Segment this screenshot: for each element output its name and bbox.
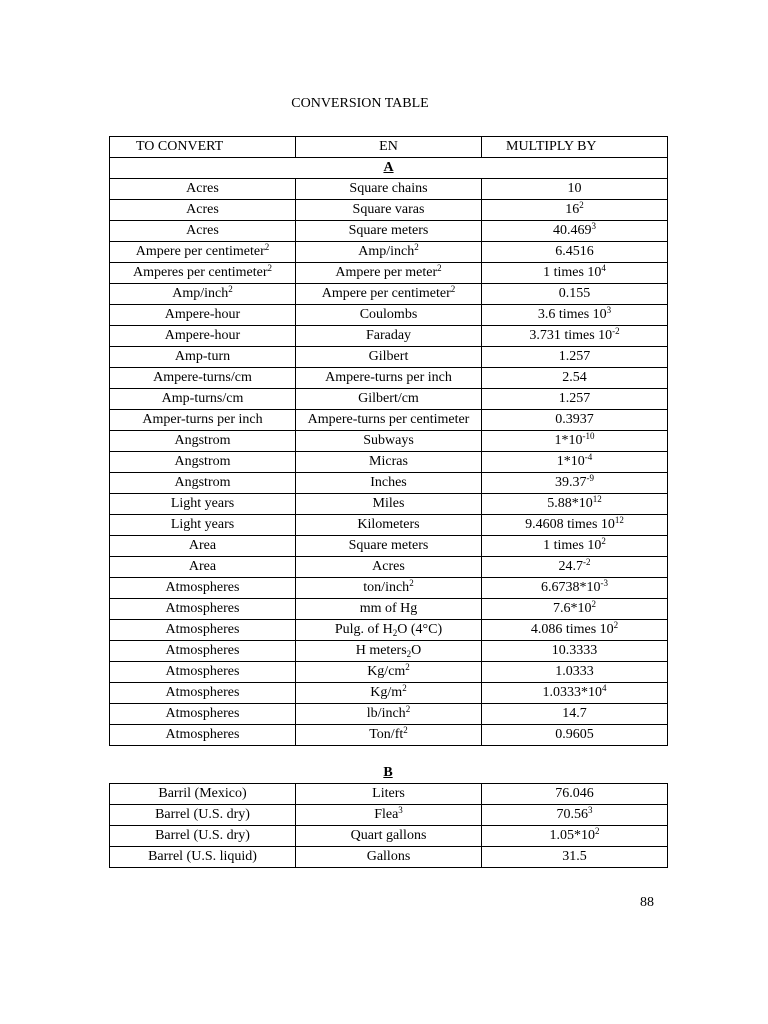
table-row bbox=[110, 305, 668, 326]
cell-to: Coulombs bbox=[296, 305, 482, 326]
cell-from: Amp-turns/cm bbox=[110, 389, 296, 410]
cell-factor: 1.257 bbox=[482, 389, 668, 410]
cell-to: Liters bbox=[296, 784, 482, 805]
table-row bbox=[110, 389, 668, 410]
cell-to: Square meters bbox=[296, 536, 482, 557]
cell-factor: 0.9605 bbox=[482, 725, 668, 746]
cell-to: Ampere-turns per inch bbox=[296, 368, 482, 389]
cell-from: Area bbox=[110, 536, 296, 557]
table-row bbox=[110, 410, 668, 431]
cell-from: Atmospheres bbox=[110, 662, 296, 683]
cell-factor: 2.54 bbox=[482, 368, 668, 389]
cell-to: Gilbert/cm bbox=[296, 389, 482, 410]
table-row bbox=[110, 431, 668, 452]
table-row bbox=[110, 704, 668, 725]
cell-from: Atmospheres bbox=[110, 683, 296, 704]
table-row bbox=[110, 536, 668, 557]
cell-factor: 14.7 bbox=[482, 704, 668, 725]
cell-factor: $5.88*10^{12}$ bbox=[482, 494, 668, 515]
header-to-convert: TO CONVERT bbox=[110, 137, 296, 158]
cell-from: Ampere per centimeter$^2$ bbox=[110, 242, 296, 263]
cell-to: ton/inch$^2$ bbox=[296, 578, 482, 599]
cell-factor: 10.3333 bbox=[482, 641, 668, 662]
cell-to: Ampere per centimeter$^2$ bbox=[296, 284, 482, 305]
table-row bbox=[110, 557, 668, 578]
cell-from: Atmospheres bbox=[110, 704, 296, 725]
cell-to: Ampere per meter$^2$ bbox=[296, 263, 482, 284]
cell-to: Gilbert bbox=[296, 347, 482, 368]
cell-to: mm of Hg bbox=[296, 599, 482, 620]
cell-from: Acres bbox=[110, 179, 296, 200]
cell-from: Light years bbox=[110, 494, 296, 515]
table-row bbox=[110, 784, 668, 805]
cell-factor: $24.7^{-2}$ bbox=[482, 557, 668, 578]
cell-from: Acres bbox=[110, 200, 296, 221]
cell-to: Micras bbox=[296, 452, 482, 473]
cell-to: Square varas bbox=[296, 200, 482, 221]
section-a-row bbox=[110, 158, 668, 179]
cell-to: Square meters bbox=[296, 221, 482, 242]
table-row bbox=[110, 368, 668, 389]
cell-to: $Kg/m^2$ bbox=[296, 683, 482, 704]
table-row bbox=[110, 221, 668, 242]
cell-factor: $39.37^{-9}$ bbox=[482, 473, 668, 494]
cell-from: Amp/inch$^2$ bbox=[110, 284, 296, 305]
table-row bbox=[110, 179, 668, 200]
cell-to: Ton/$ft^2$ bbox=[296, 725, 482, 746]
table-row bbox=[110, 347, 668, 368]
cell-factor: $16^2$ bbox=[482, 200, 668, 221]
cell-from: Area bbox=[110, 557, 296, 578]
cell-factor: 4.086 times $10^2$ bbox=[482, 620, 668, 641]
table-row bbox=[110, 641, 668, 662]
table-row bbox=[110, 578, 668, 599]
table-row bbox=[110, 826, 668, 847]
cell-to: Square chains bbox=[296, 179, 482, 200]
header-multiply-by: MULTIPLY BY bbox=[482, 137, 668, 158]
table-row bbox=[110, 662, 668, 683]
cell-to: Gallons bbox=[296, 847, 482, 868]
cell-to: Miles bbox=[296, 494, 482, 515]
cell-to: Inches bbox=[296, 473, 482, 494]
page-title: CONVERSION TABLE bbox=[291, 96, 429, 111]
conversion-table-b bbox=[109, 783, 668, 868]
cell-to: Faraday bbox=[296, 326, 482, 347]
cell-from: Atmospheres bbox=[110, 599, 296, 620]
cell-factor: 1.257 bbox=[482, 347, 668, 368]
cell-to: $Kg/cm^2$ bbox=[296, 662, 482, 683]
cell-factor: 76.046 bbox=[482, 784, 668, 805]
cell-from: Atmospheres bbox=[110, 641, 296, 662]
page-number: 88 bbox=[640, 895, 654, 910]
cell-from: Angstrom bbox=[110, 452, 296, 473]
table-row bbox=[110, 683, 668, 704]
table-row bbox=[110, 494, 668, 515]
cell-from: Ampere-turns/cm bbox=[110, 368, 296, 389]
table-row bbox=[110, 452, 668, 473]
table-row bbox=[110, 284, 668, 305]
cell-to: Subways bbox=[296, 431, 482, 452]
cell-from: Barrel (U.S. dry) bbox=[110, 826, 296, 847]
cell-from: Barril (Mexico) bbox=[110, 784, 296, 805]
table-row bbox=[110, 725, 668, 746]
section-b-label: B bbox=[383, 765, 393, 780]
conversion-table-a bbox=[109, 136, 668, 746]
cell-factor: 1.0333 bbox=[482, 662, 668, 683]
cell-factor: 1 times $10^4$ bbox=[482, 263, 668, 284]
table-row bbox=[110, 242, 668, 263]
cell-factor: $1*10^{-4}$ bbox=[482, 452, 668, 473]
cell-from: Ampere-hour bbox=[110, 326, 296, 347]
cell-factor: 3.6 times $10^3$ bbox=[482, 305, 668, 326]
cell-to: Flea$^3$ bbox=[296, 805, 482, 826]
cell-from: Amperes per centimeter$^2$ bbox=[110, 263, 296, 284]
table-row bbox=[110, 847, 668, 868]
table-row bbox=[110, 515, 668, 536]
cell-from: Barrel (U.S. dry) bbox=[110, 805, 296, 826]
cell-factor: 0.155 bbox=[482, 284, 668, 305]
cell-factor: $1.05*10^2$ bbox=[482, 826, 668, 847]
cell-to: H meters$_2$O bbox=[296, 641, 482, 662]
cell-factor: 10 bbox=[482, 179, 668, 200]
cell-factor: $1.0333*10^4$ bbox=[482, 683, 668, 704]
cell-factor: 70.56$^3$ bbox=[482, 805, 668, 826]
cell-factor: 31.5 bbox=[482, 847, 668, 868]
cell-factor: 40.469$^3$ bbox=[482, 221, 668, 242]
cell-to: lb/inch$^2$ bbox=[296, 704, 482, 725]
cell-to: Amp/inch$^2$ bbox=[296, 242, 482, 263]
header-en: EN bbox=[296, 137, 482, 158]
cell-to: Kilometers bbox=[296, 515, 482, 536]
cell-to: Pulg. of $H_2O$ (4°C) bbox=[296, 620, 482, 641]
cell-from: Amp-turn bbox=[110, 347, 296, 368]
cell-factor: $6.6738*10^{-3}$ bbox=[482, 578, 668, 599]
cell-factor: $7.6*10^2$ bbox=[482, 599, 668, 620]
cell-factor: $1*10^{-10}$ bbox=[482, 431, 668, 452]
cell-from: Atmospheres bbox=[110, 578, 296, 599]
cell-from: Angstrom bbox=[110, 431, 296, 452]
table-row bbox=[110, 263, 668, 284]
cell-from: Ampere-hour bbox=[110, 305, 296, 326]
table-row bbox=[110, 200, 668, 221]
header-row bbox=[110, 137, 668, 158]
cell-factor: 6.4516 bbox=[482, 242, 668, 263]
cell-to: Ampere-turns per centimeter bbox=[296, 410, 482, 431]
cell-factor: 1 times $10^2$ bbox=[482, 536, 668, 557]
cell-factor: 3.731 times $10^{-2}$ bbox=[482, 326, 668, 347]
section-a-label: A bbox=[110, 158, 668, 179]
table-row bbox=[110, 473, 668, 494]
cell-from: Light years bbox=[110, 515, 296, 536]
cell-from: Atmospheres bbox=[110, 620, 296, 641]
table-row bbox=[110, 805, 668, 826]
cell-from: Barrel (U.S. liquid) bbox=[110, 847, 296, 868]
table-row bbox=[110, 620, 668, 641]
cell-to: Acres bbox=[296, 557, 482, 578]
table-row bbox=[110, 599, 668, 620]
cell-from: Acres bbox=[110, 221, 296, 242]
cell-from: Amper-turns per inch bbox=[110, 410, 296, 431]
cell-from: Angstrom bbox=[110, 473, 296, 494]
cell-factor: 0.3937 bbox=[482, 410, 668, 431]
cell-to: Quart gallons bbox=[296, 826, 482, 847]
cell-factor: 9.4608 times $10^{12}$ bbox=[482, 515, 668, 536]
table-row bbox=[110, 326, 668, 347]
cell-from: Atmospheres bbox=[110, 725, 296, 746]
